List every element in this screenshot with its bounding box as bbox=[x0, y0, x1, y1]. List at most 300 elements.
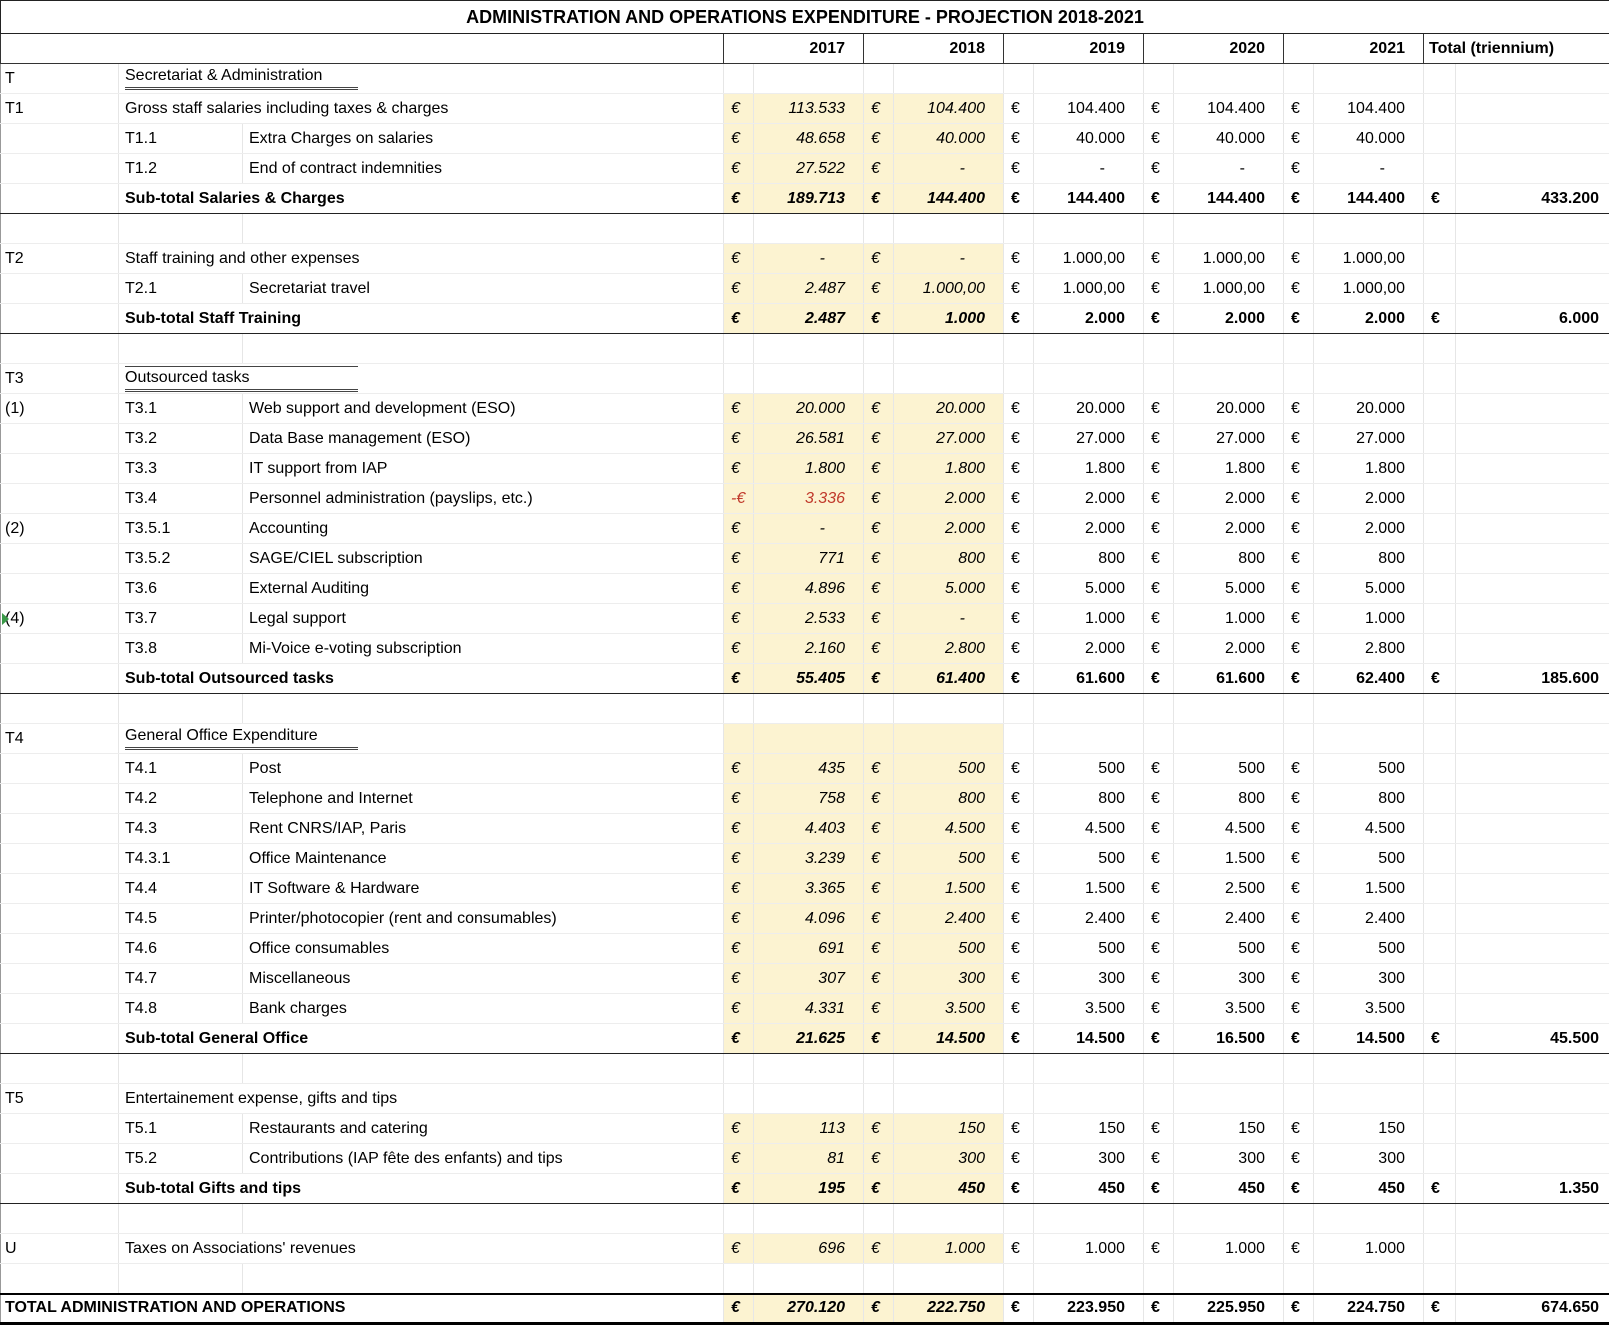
currency-symbol-cell-2019 bbox=[1004, 1054, 1034, 1084]
currency-symbol-cell-2021: € bbox=[1284, 874, 1314, 904]
currency-symbol-cell-2017: € bbox=[724, 784, 754, 814]
currency-symbol-cell-2020: € bbox=[1144, 274, 1174, 304]
code-cell bbox=[1, 574, 119, 604]
label-cell: Personnel administration (payslips, etc.) bbox=[243, 484, 724, 514]
currency-symbol-cell-2020: € bbox=[1144, 1024, 1174, 1054]
value-cell-2020: 1.000 bbox=[1174, 604, 1284, 634]
value-cell-2018: 1.500 bbox=[894, 874, 1004, 904]
value-cell-2020: 20.000 bbox=[1174, 394, 1284, 424]
value-cell-total bbox=[1456, 394, 1609, 424]
currency-symbol-cell-total bbox=[1424, 1084, 1456, 1114]
label-cell: Web support and development (ESO) bbox=[243, 394, 724, 424]
value-cell-2020: 4.500 bbox=[1174, 814, 1284, 844]
currency-symbol-cell-2020: € bbox=[1144, 304, 1174, 334]
value-cell-2020 bbox=[1174, 1084, 1284, 1114]
currency-symbol-cell-2017: € bbox=[724, 634, 754, 664]
code-cell bbox=[1, 904, 119, 934]
blank-row bbox=[1, 694, 1609, 724]
currency-symbol-cell-2017 bbox=[724, 334, 754, 364]
currency-symbol-cell-2021: € bbox=[1284, 964, 1314, 994]
value-cell-2021: 1.500 bbox=[1314, 874, 1424, 904]
currency-symbol-cell-2020: € bbox=[1144, 184, 1174, 214]
currency-symbol-cell-2019: € bbox=[1004, 394, 1034, 424]
value-cell-2021: 2.400 bbox=[1314, 904, 1424, 934]
currency-symbol-cell-2018 bbox=[864, 1264, 894, 1294]
currency-symbol-cell-2017: € bbox=[724, 94, 754, 124]
currency-symbol-cell-2019 bbox=[1004, 364, 1034, 394]
currency-symbol-cell-2018: € bbox=[864, 904, 894, 934]
value-cell-2020 bbox=[1174, 724, 1284, 754]
currency-symbol-cell-2020: € bbox=[1144, 1114, 1174, 1144]
currency-symbol-cell-2020 bbox=[1144, 364, 1174, 394]
value-cell-total: 1.350 bbox=[1456, 1174, 1609, 1204]
value-cell-2019: - bbox=[1034, 154, 1144, 184]
currency-symbol-cell-2020: € bbox=[1144, 514, 1174, 544]
currency-symbol-cell-total bbox=[1424, 994, 1456, 1024]
currency-symbol-cell-2017: € bbox=[724, 184, 754, 214]
currency-symbol-cell-2021: € bbox=[1284, 784, 1314, 814]
value-cell-2021: 1.000 bbox=[1314, 1234, 1424, 1264]
label-cell: IT support from IAP bbox=[243, 454, 724, 484]
currency-symbol-cell-total bbox=[1424, 964, 1456, 994]
label-cell: Data Base management (ESO) bbox=[243, 424, 724, 454]
table-row bbox=[1, 424, 1609, 454]
currency-symbol-cell-total bbox=[1424, 394, 1456, 424]
currency-symbol-cell-total bbox=[1424, 544, 1456, 574]
value-cell-2019 bbox=[1034, 1054, 1144, 1084]
currency-symbol-cell-2021: € bbox=[1284, 394, 1314, 424]
code-cell bbox=[1, 214, 119, 244]
value-cell-total bbox=[1456, 784, 1609, 814]
table-row bbox=[1, 844, 1609, 874]
value-cell-2019: 1.000 bbox=[1034, 1234, 1144, 1264]
currency-symbol-cell-2019: € bbox=[1004, 784, 1034, 814]
value-cell-2020: 225.950 bbox=[1174, 1294, 1284, 1324]
currency-symbol-cell-2021: € bbox=[1284, 664, 1314, 694]
value-cell-2020 bbox=[1174, 1264, 1284, 1294]
value-cell-2018 bbox=[894, 1204, 1004, 1234]
subtotal-row bbox=[1, 184, 1609, 214]
value-cell-2020: 2.000 bbox=[1174, 304, 1284, 334]
value-cell-2021 bbox=[1314, 694, 1424, 724]
currency-symbol-cell-2017 bbox=[724, 1204, 754, 1234]
section-title: Outsourced tasks bbox=[125, 366, 358, 392]
value-cell-2020: 450 bbox=[1174, 1174, 1284, 1204]
blank-row bbox=[1, 1264, 1609, 1294]
currency-symbol-cell-2018: € bbox=[864, 664, 894, 694]
value-cell-2017: 3.336 bbox=[754, 484, 864, 514]
value-cell-total bbox=[1456, 244, 1609, 274]
value-cell-total bbox=[1456, 694, 1609, 724]
currency-symbol-cell-2021: € bbox=[1284, 274, 1314, 304]
label-cell: Accounting bbox=[243, 514, 724, 544]
currency-symbol-cell-2021: € bbox=[1284, 844, 1314, 874]
code2-cell bbox=[119, 1264, 243, 1294]
value-cell-2018: 2.400 bbox=[894, 904, 1004, 934]
currency-symbol-cell-2021: € bbox=[1284, 1174, 1314, 1204]
value-cell-total bbox=[1456, 964, 1609, 994]
code2-cell: T3.7 bbox=[119, 604, 243, 634]
value-cell-2017 bbox=[754, 1054, 864, 1084]
currency-symbol-cell-2020 bbox=[1144, 1084, 1174, 1114]
code2-cell: T3.3 bbox=[119, 454, 243, 484]
title-row bbox=[1, 1, 1609, 34]
value-cell-2020: 2.000 bbox=[1174, 484, 1284, 514]
code-cell bbox=[1, 1114, 119, 1144]
currency-symbol-cell-2017: € bbox=[724, 874, 754, 904]
currency-symbol-cell-2019: € bbox=[1004, 604, 1034, 634]
value-cell-2021: 2.800 bbox=[1314, 634, 1424, 664]
value-cell-2017: - bbox=[754, 244, 864, 274]
value-cell-2017: 48.658 bbox=[754, 124, 864, 154]
currency-symbol-cell-2021: € bbox=[1284, 904, 1314, 934]
currency-symbol-cell-2018: € bbox=[864, 304, 894, 334]
value-cell-2019: 2.000 bbox=[1034, 514, 1144, 544]
code2-cell: T1.1 bbox=[119, 124, 243, 154]
code-cell bbox=[1, 664, 119, 694]
value-cell-total bbox=[1456, 1234, 1609, 1264]
table-row bbox=[1, 1234, 1609, 1264]
currency-symbol-cell-total bbox=[1424, 124, 1456, 154]
value-cell-2021 bbox=[1314, 364, 1424, 394]
label-cell: Post bbox=[243, 754, 724, 784]
currency-symbol-cell-2019 bbox=[1004, 334, 1034, 364]
label-cell: Legal support bbox=[243, 604, 724, 634]
currency-symbol-cell-total bbox=[1424, 814, 1456, 844]
currency-symbol-cell-2020: € bbox=[1144, 424, 1174, 454]
currency-symbol-cell-2019: € bbox=[1004, 1294, 1034, 1324]
currency-symbol-cell-2020: € bbox=[1144, 754, 1174, 784]
value-cell-2020 bbox=[1174, 1204, 1284, 1234]
value-cell-2020: 800 bbox=[1174, 544, 1284, 574]
currency-symbol-cell-2019: € bbox=[1004, 544, 1034, 574]
value-cell-2018 bbox=[894, 64, 1004, 94]
currency-symbol-cell-2018 bbox=[864, 1054, 894, 1084]
label-cell: Rent CNRS/IAP, Paris bbox=[243, 814, 724, 844]
currency-symbol-cell-2019: € bbox=[1004, 934, 1034, 964]
currency-symbol-cell-2020 bbox=[1144, 334, 1174, 364]
currency-symbol-cell-2017 bbox=[724, 1264, 754, 1294]
section-label-cell bbox=[119, 64, 724, 94]
currency-symbol-cell-2020 bbox=[1144, 1264, 1174, 1294]
currency-symbol-cell-total bbox=[1424, 694, 1456, 724]
code-cell bbox=[1, 1264, 119, 1294]
value-cell-2017: 21.625 bbox=[754, 1024, 864, 1054]
subtotal-label-cell: Sub-total Gifts and tips bbox=[119, 1174, 724, 1204]
value-cell-2020 bbox=[1174, 64, 1284, 94]
label-cell bbox=[243, 214, 724, 244]
code-cell bbox=[1, 1024, 119, 1054]
currency-symbol-cell-2018: € bbox=[864, 994, 894, 1024]
currency-symbol-cell-2020: € bbox=[1144, 634, 1174, 664]
value-cell-2020 bbox=[1174, 214, 1284, 244]
code2-cell: T4.5 bbox=[119, 904, 243, 934]
value-cell-2017: 435 bbox=[754, 754, 864, 784]
value-cell-2021: 40.000 bbox=[1314, 124, 1424, 154]
value-cell-2020: 3.500 bbox=[1174, 994, 1284, 1024]
blank-row bbox=[1, 334, 1609, 364]
currency-symbol-cell-2017 bbox=[724, 214, 754, 244]
blank-row bbox=[1, 1204, 1609, 1234]
code2-cell: T3.2 bbox=[119, 424, 243, 454]
total-column-header: Total (triennium) bbox=[1424, 34, 1609, 64]
table-row bbox=[1, 1114, 1609, 1144]
value-cell-2021: 62.400 bbox=[1314, 664, 1424, 694]
value-cell-total bbox=[1456, 484, 1609, 514]
currency-symbol-cell-2021 bbox=[1284, 64, 1314, 94]
value-cell-2018: 1.000 bbox=[894, 304, 1004, 334]
code-cell bbox=[1, 184, 119, 214]
value-cell-2021: 3.500 bbox=[1314, 994, 1424, 1024]
value-cell-total: 185.600 bbox=[1456, 664, 1609, 694]
currency-symbol-cell-total bbox=[1424, 724, 1456, 754]
value-cell-total bbox=[1456, 1054, 1609, 1084]
value-cell-2020: 16.500 bbox=[1174, 1024, 1284, 1054]
code-cell bbox=[1, 1174, 119, 1204]
value-cell-2021 bbox=[1314, 64, 1424, 94]
label-cell bbox=[243, 334, 724, 364]
blank-row bbox=[1, 214, 1609, 244]
value-cell-2021: 1.000,00 bbox=[1314, 274, 1424, 304]
currency-symbol-cell-2020: € bbox=[1144, 244, 1174, 274]
value-cell-total bbox=[1456, 934, 1609, 964]
value-cell-2018 bbox=[894, 1084, 1004, 1114]
currency-symbol-cell-2021: € bbox=[1284, 454, 1314, 484]
currency-symbol-cell-2020 bbox=[1144, 1204, 1174, 1234]
value-cell-2020: 2.500 bbox=[1174, 874, 1284, 904]
year-header-2021: 2021 bbox=[1284, 34, 1424, 64]
currency-symbol-cell-2020: € bbox=[1144, 964, 1174, 994]
currency-symbol-cell-2017: € bbox=[724, 124, 754, 154]
value-cell-2017: 195 bbox=[754, 1174, 864, 1204]
value-cell-2020: 104.400 bbox=[1174, 94, 1284, 124]
code-cell bbox=[1, 424, 119, 454]
subtotal-row bbox=[1, 664, 1609, 694]
value-cell-2018: - bbox=[894, 604, 1004, 634]
value-cell-2017: 113.533 bbox=[754, 94, 864, 124]
code-cell bbox=[1, 994, 119, 1024]
currency-symbol-cell-2018: € bbox=[864, 814, 894, 844]
code2-cell: T3.6 bbox=[119, 574, 243, 604]
value-cell-2018: 20.000 bbox=[894, 394, 1004, 424]
value-cell-2021 bbox=[1314, 1054, 1424, 1084]
value-cell-2020: 300 bbox=[1174, 964, 1284, 994]
label-cell: IT Software & Hardware bbox=[243, 874, 724, 904]
value-cell-2017: 696 bbox=[754, 1234, 864, 1264]
currency-symbol-cell-2021: € bbox=[1284, 574, 1314, 604]
currency-symbol-cell-total bbox=[1424, 1114, 1456, 1144]
currency-symbol-cell-2018: € bbox=[864, 1174, 894, 1204]
currency-symbol-cell-2017 bbox=[724, 694, 754, 724]
currency-symbol-cell-2019: € bbox=[1004, 664, 1034, 694]
header-spacer bbox=[1, 34, 724, 64]
value-cell-2018 bbox=[894, 694, 1004, 724]
currency-symbol-cell-2019: € bbox=[1004, 874, 1034, 904]
value-cell-2017: 2.160 bbox=[754, 634, 864, 664]
value-cell-2018 bbox=[894, 334, 1004, 364]
currency-symbol-cell-2018: € bbox=[864, 244, 894, 274]
currency-symbol-cell-2020: € bbox=[1144, 604, 1174, 634]
label-cell: Taxes on Associations' revenues bbox=[119, 1234, 724, 1264]
value-cell-2017: 4.896 bbox=[754, 574, 864, 604]
value-cell-2019 bbox=[1034, 694, 1144, 724]
value-cell-2018 bbox=[894, 1264, 1004, 1294]
value-cell-total bbox=[1456, 634, 1609, 664]
currency-symbol-cell-2019: € bbox=[1004, 904, 1034, 934]
label-cell: Office consumables bbox=[243, 934, 724, 964]
value-cell-2017: 691 bbox=[754, 934, 864, 964]
currency-symbol-cell-2021: € bbox=[1284, 184, 1314, 214]
currency-symbol-cell-2021: € bbox=[1284, 484, 1314, 514]
value-cell-2021: 800 bbox=[1314, 784, 1424, 814]
value-cell-2021: 2.000 bbox=[1314, 484, 1424, 514]
currency-symbol-cell-2021 bbox=[1284, 724, 1314, 754]
value-cell-2021 bbox=[1314, 1264, 1424, 1294]
value-cell-total bbox=[1456, 424, 1609, 454]
section-row bbox=[1, 724, 1609, 754]
value-cell-2017: 758 bbox=[754, 784, 864, 814]
value-cell-total bbox=[1456, 754, 1609, 784]
currency-symbol-cell-2021 bbox=[1284, 364, 1314, 394]
currency-symbol-cell-total bbox=[1424, 1234, 1456, 1264]
code2-cell: T2.1 bbox=[119, 274, 243, 304]
value-cell-2021: 150 bbox=[1314, 1114, 1424, 1144]
value-cell-2020 bbox=[1174, 694, 1284, 724]
currency-symbol-cell-2019: € bbox=[1004, 574, 1034, 604]
currency-symbol-cell-2020: € bbox=[1144, 1144, 1174, 1174]
code-cell bbox=[1, 814, 119, 844]
value-cell-2017: - bbox=[754, 514, 864, 544]
value-cell-2020: 800 bbox=[1174, 784, 1284, 814]
currency-symbol-cell-2017 bbox=[724, 1054, 754, 1084]
value-cell-2017 bbox=[754, 1204, 864, 1234]
currency-symbol-cell-2021 bbox=[1284, 1084, 1314, 1114]
year-header-2020: 2020 bbox=[1144, 34, 1284, 64]
label-cell: Mi-Voice e-voting subscription bbox=[243, 634, 724, 664]
currency-symbol-cell-2018: € bbox=[864, 454, 894, 484]
value-cell-2019: 3.500 bbox=[1034, 994, 1144, 1024]
code-cell bbox=[1, 1054, 119, 1084]
currency-symbol-cell-2021 bbox=[1284, 1054, 1314, 1084]
label-cell bbox=[243, 694, 724, 724]
currency-symbol-cell-2020: € bbox=[1144, 544, 1174, 574]
label-cell bbox=[243, 1264, 724, 1294]
currency-symbol-cell-2018: € bbox=[864, 1234, 894, 1264]
value-cell-total bbox=[1456, 574, 1609, 604]
value-cell-2021: 5.000 bbox=[1314, 574, 1424, 604]
value-cell-2018: 2.000 bbox=[894, 484, 1004, 514]
label-cell bbox=[243, 1204, 724, 1234]
value-cell-2021: 1.800 bbox=[1314, 454, 1424, 484]
value-cell-2018: 300 bbox=[894, 964, 1004, 994]
code-cell bbox=[1, 754, 119, 784]
currency-symbol-cell-total bbox=[1424, 154, 1456, 184]
currency-symbol-cell-2020: € bbox=[1144, 484, 1174, 514]
value-cell-2017 bbox=[754, 334, 864, 364]
value-cell-2019: 40.000 bbox=[1034, 124, 1144, 154]
currency-symbol-cell-2019: € bbox=[1004, 454, 1034, 484]
currency-symbol-cell-2018: € bbox=[864, 784, 894, 814]
value-cell-2017: 2.487 bbox=[754, 274, 864, 304]
currency-symbol-cell-2020: € bbox=[1144, 1234, 1174, 1264]
currency-symbol-cell-2019 bbox=[1004, 1204, 1034, 1234]
currency-symbol-cell-2021: € bbox=[1284, 814, 1314, 844]
currency-symbol-cell-2018: € bbox=[864, 154, 894, 184]
currency-symbol-cell-2018: € bbox=[864, 94, 894, 124]
value-cell-2021: 500 bbox=[1314, 844, 1424, 874]
value-cell-2019: 144.400 bbox=[1034, 184, 1144, 214]
section-title: General Office Expenditure bbox=[125, 727, 358, 750]
currency-symbol-cell-2018 bbox=[864, 64, 894, 94]
currency-symbol-cell-2018: € bbox=[864, 1024, 894, 1054]
value-cell-total bbox=[1456, 274, 1609, 304]
value-cell-2020 bbox=[1174, 334, 1284, 364]
table-row bbox=[1, 274, 1609, 304]
code-cell: T5 bbox=[1, 1084, 119, 1114]
currency-symbol-cell-2020: € bbox=[1144, 1174, 1174, 1204]
value-cell-2020: 150 bbox=[1174, 1114, 1284, 1144]
code2-cell: T1.2 bbox=[119, 154, 243, 184]
currency-symbol-cell-2020 bbox=[1144, 724, 1174, 754]
currency-symbol-cell-2021: € bbox=[1284, 94, 1314, 124]
value-cell-2019 bbox=[1034, 364, 1144, 394]
comment-marker-icon bbox=[2, 613, 9, 625]
currency-symbol-cell-2019: € bbox=[1004, 1114, 1034, 1144]
currency-symbol-cell-2017: € bbox=[724, 994, 754, 1024]
currency-symbol-cell-2020: € bbox=[1144, 814, 1174, 844]
currency-symbol-cell-2021: € bbox=[1284, 934, 1314, 964]
code-cell bbox=[1, 1144, 119, 1174]
currency-symbol-cell-total: € bbox=[1424, 304, 1456, 334]
value-cell-total bbox=[1456, 1204, 1609, 1234]
currency-symbol-cell-2019: € bbox=[1004, 634, 1034, 664]
currency-symbol-cell-2020 bbox=[1144, 64, 1174, 94]
code2-cell bbox=[119, 694, 243, 724]
currency-symbol-cell-2019: € bbox=[1004, 484, 1034, 514]
currency-symbol-cell-2021 bbox=[1284, 1264, 1314, 1294]
currency-symbol-cell-total bbox=[1424, 364, 1456, 394]
value-cell-2019 bbox=[1034, 64, 1144, 94]
value-cell-2017: 3.365 bbox=[754, 874, 864, 904]
table-row bbox=[1, 964, 1609, 994]
value-cell-2020: 1.800 bbox=[1174, 454, 1284, 484]
currency-symbol-cell-2019 bbox=[1004, 724, 1034, 754]
code2-cell: T5.2 bbox=[119, 1144, 243, 1174]
value-cell-2019: 4.500 bbox=[1034, 814, 1144, 844]
value-cell-2021 bbox=[1314, 214, 1424, 244]
value-cell-2018: 4.500 bbox=[894, 814, 1004, 844]
currency-symbol-cell-2019 bbox=[1004, 214, 1034, 244]
currency-symbol-cell-2021: € bbox=[1284, 124, 1314, 154]
value-cell-total bbox=[1456, 544, 1609, 574]
subtotal-row bbox=[1, 1174, 1609, 1204]
currency-symbol-cell-2021: € bbox=[1284, 154, 1314, 184]
value-cell-total bbox=[1456, 94, 1609, 124]
code-cell bbox=[1, 874, 119, 904]
currency-symbol-cell-2019: € bbox=[1004, 154, 1034, 184]
currency-symbol-cell-2021: € bbox=[1284, 304, 1314, 334]
code-cell bbox=[1, 1204, 119, 1234]
code2-cell: T3.5.2 bbox=[119, 544, 243, 574]
value-cell-total bbox=[1456, 1114, 1609, 1144]
value-cell-total bbox=[1456, 724, 1609, 754]
table-row bbox=[1, 1144, 1609, 1174]
currency-symbol-cell-total bbox=[1424, 454, 1456, 484]
value-cell-2019: 450 bbox=[1034, 1174, 1144, 1204]
value-cell-2019: 800 bbox=[1034, 784, 1144, 814]
currency-symbol-cell-2017 bbox=[724, 364, 754, 394]
value-cell-2019 bbox=[1034, 334, 1144, 364]
